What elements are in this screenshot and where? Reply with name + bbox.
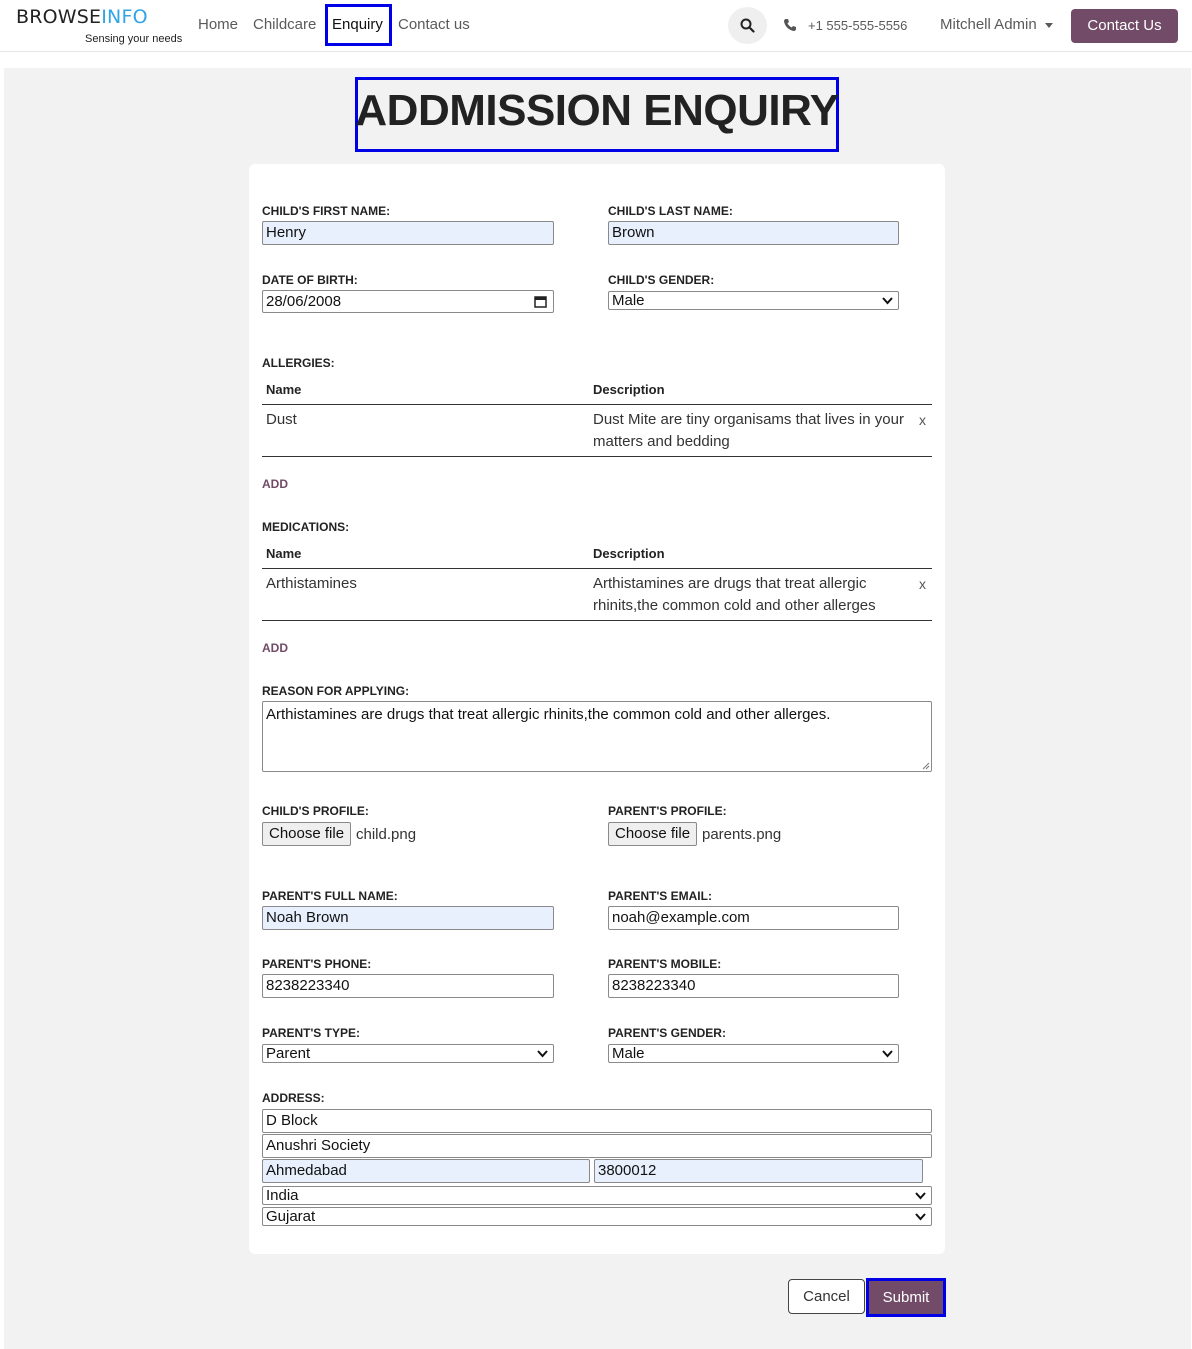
street-input[interactable]: D Block — [262, 1109, 932, 1133]
parent-gender-value: Male — [612, 1045, 645, 1062]
medications-header-divider — [262, 568, 932, 569]
nav-enquiry[interactable]: Enquiry — [332, 16, 383, 33]
medication-description-line-2: rhinits,the common cold and other allerges — [593, 597, 876, 614]
parent-mobile-label: PARENT'S MOBILE: — [608, 957, 722, 971]
logo-tagline: Sensing your needs — [85, 33, 183, 45]
site-logo[interactable] — [16, 4, 183, 48]
medication-description — [593, 573, 913, 617]
logo-brand: BROWSE — [16, 6, 102, 28]
medication-description-line-1: Arthistamines are drugs that treat allergic — [593, 575, 867, 592]
allergies-bottom-divider — [262, 456, 932, 457]
calendar-icon[interactable] — [534, 295, 547, 308]
user-menu[interactable] — [940, 16, 1053, 33]
caret-down-icon — [1045, 23, 1053, 28]
parent-profile-label: PARENT'S PROFILE: — [608, 804, 727, 818]
parent-profile-choose-file-button[interactable]: Choose file — [608, 822, 697, 846]
gender-label: CHILD'S GENDER: — [608, 273, 715, 287]
parent-type-label: PARENT'S TYPE: — [262, 1026, 360, 1040]
dob-value: 28/06/2008 — [266, 293, 342, 310]
allergy-description — [593, 409, 913, 453]
parent-phone-input[interactable]: 8238223340 — [262, 974, 554, 998]
logo-brand-accent: INFO — [101, 6, 148, 28]
chevron-down-icon — [882, 1050, 893, 1058]
add-medication-link[interactable]: ADD — [262, 641, 288, 655]
first-name-input[interactable]: Henry — [262, 221, 554, 245]
allergy-name: Dust — [266, 411, 297, 428]
parent-mobile-input[interactable]: 8238223340 — [608, 974, 899, 998]
search-button[interactable] — [728, 7, 767, 44]
country-select[interactable] — [262, 1186, 932, 1205]
parent-email-input[interactable]: noah@example.com — [608, 906, 899, 930]
chevron-down-icon — [882, 297, 893, 305]
state-select[interactable] — [262, 1207, 932, 1226]
chevron-down-icon — [915, 1213, 926, 1221]
parent-type-value: Parent — [266, 1045, 311, 1062]
reason-value: Arthistamines are drugs that treat allergic rhinits,the common cold and other allerges. — [266, 706, 831, 723]
allergies-col-description: Description — [593, 382, 665, 397]
top-navbar — [0, 0, 1192, 52]
zip-input[interactable]: 3800012 — [594, 1159, 923, 1183]
medications-label: MEDICATIONS: — [262, 520, 350, 534]
user-name: Mitchell Admin — [940, 16, 1037, 33]
parent-gender-label: PARENT'S GENDER: — [608, 1026, 726, 1040]
parent-profile-file-name: parents.png — [702, 826, 782, 843]
city-input[interactable]: Ahmedabad — [262, 1159, 590, 1183]
dob-label: DATE OF BIRTH: — [262, 273, 358, 287]
phone-number[interactable]: +1 555-555-5556 — [808, 18, 908, 33]
last-name-label: CHILD'S LAST NAME: — [608, 204, 733, 218]
child-profile-choose-file-button[interactable]: Choose file — [262, 822, 351, 846]
allergies-col-name: Name — [266, 382, 302, 397]
search-icon — [740, 18, 755, 33]
resize-grip-icon[interactable] — [922, 762, 930, 770]
gender-value: Male — [612, 292, 645, 309]
nav-childcare[interactable]: Childcare — [253, 16, 317, 33]
last-name-input[interactable]: Brown — [608, 221, 899, 245]
parent-phone-label: PARENT'S PHONE: — [262, 957, 372, 971]
first-name-label: CHILD'S FIRST NAME: — [262, 204, 391, 218]
child-profile-file-name: child.png — [356, 826, 417, 843]
cancel-button[interactable]: Cancel — [788, 1279, 865, 1314]
remove-medication-button[interactable]: x — [919, 576, 926, 592]
parent-email-label: PARENT'S EMAIL: — [608, 889, 712, 903]
nav-home[interactable]: Home — [198, 16, 239, 33]
contact-us-button[interactable]: Contact Us — [1071, 9, 1178, 43]
state-value: Gujarat — [266, 1208, 316, 1225]
phone-icon — [783, 18, 797, 32]
allergy-description-line-2: matters and bedding — [593, 433, 730, 450]
country-value: India — [266, 1187, 299, 1204]
parent-gender-select[interactable] — [608, 1044, 899, 1063]
parent-name-label: PARENT'S FULL NAME: — [262, 889, 398, 903]
medications-bottom-divider — [262, 620, 932, 621]
reason-textarea[interactable] — [262, 701, 932, 772]
nav-enquiry-highlight — [325, 4, 392, 46]
medications-col-name: Name — [266, 546, 302, 561]
add-allergy-link[interactable]: ADD — [262, 477, 288, 491]
allergy-description-line-1: Dust Mite are tiny organisams that lives in your — [593, 411, 904, 428]
medications-col-description: Description — [593, 546, 665, 561]
allergies-header-divider — [262, 404, 932, 405]
address-label: ADDRESS: — [262, 1091, 325, 1105]
medication-name: Arthistamines — [266, 575, 357, 592]
street2-input[interactable]: Anushri Society — [262, 1134, 932, 1158]
parent-type-select[interactable] — [262, 1044, 554, 1063]
allergies-label: ALLERGIES: — [262, 356, 335, 370]
submit-button[interactable]: Submit — [866, 1278, 946, 1317]
chevron-down-icon — [915, 1192, 926, 1200]
gender-select[interactable] — [608, 291, 899, 310]
page-title: ADDMISSION ENQUIRY — [355, 86, 839, 135]
chevron-down-icon — [537, 1050, 548, 1058]
nav-contact-us[interactable]: Contact us — [398, 16, 470, 33]
dob-input[interactable] — [262, 290, 554, 313]
remove-allergy-button[interactable]: x — [919, 412, 926, 428]
parent-name-input[interactable]: Noah Brown — [262, 906, 554, 930]
child-profile-label: CHILD'S PROFILE: — [262, 804, 369, 818]
reason-label: REASON FOR APPLYING: — [262, 684, 410, 698]
